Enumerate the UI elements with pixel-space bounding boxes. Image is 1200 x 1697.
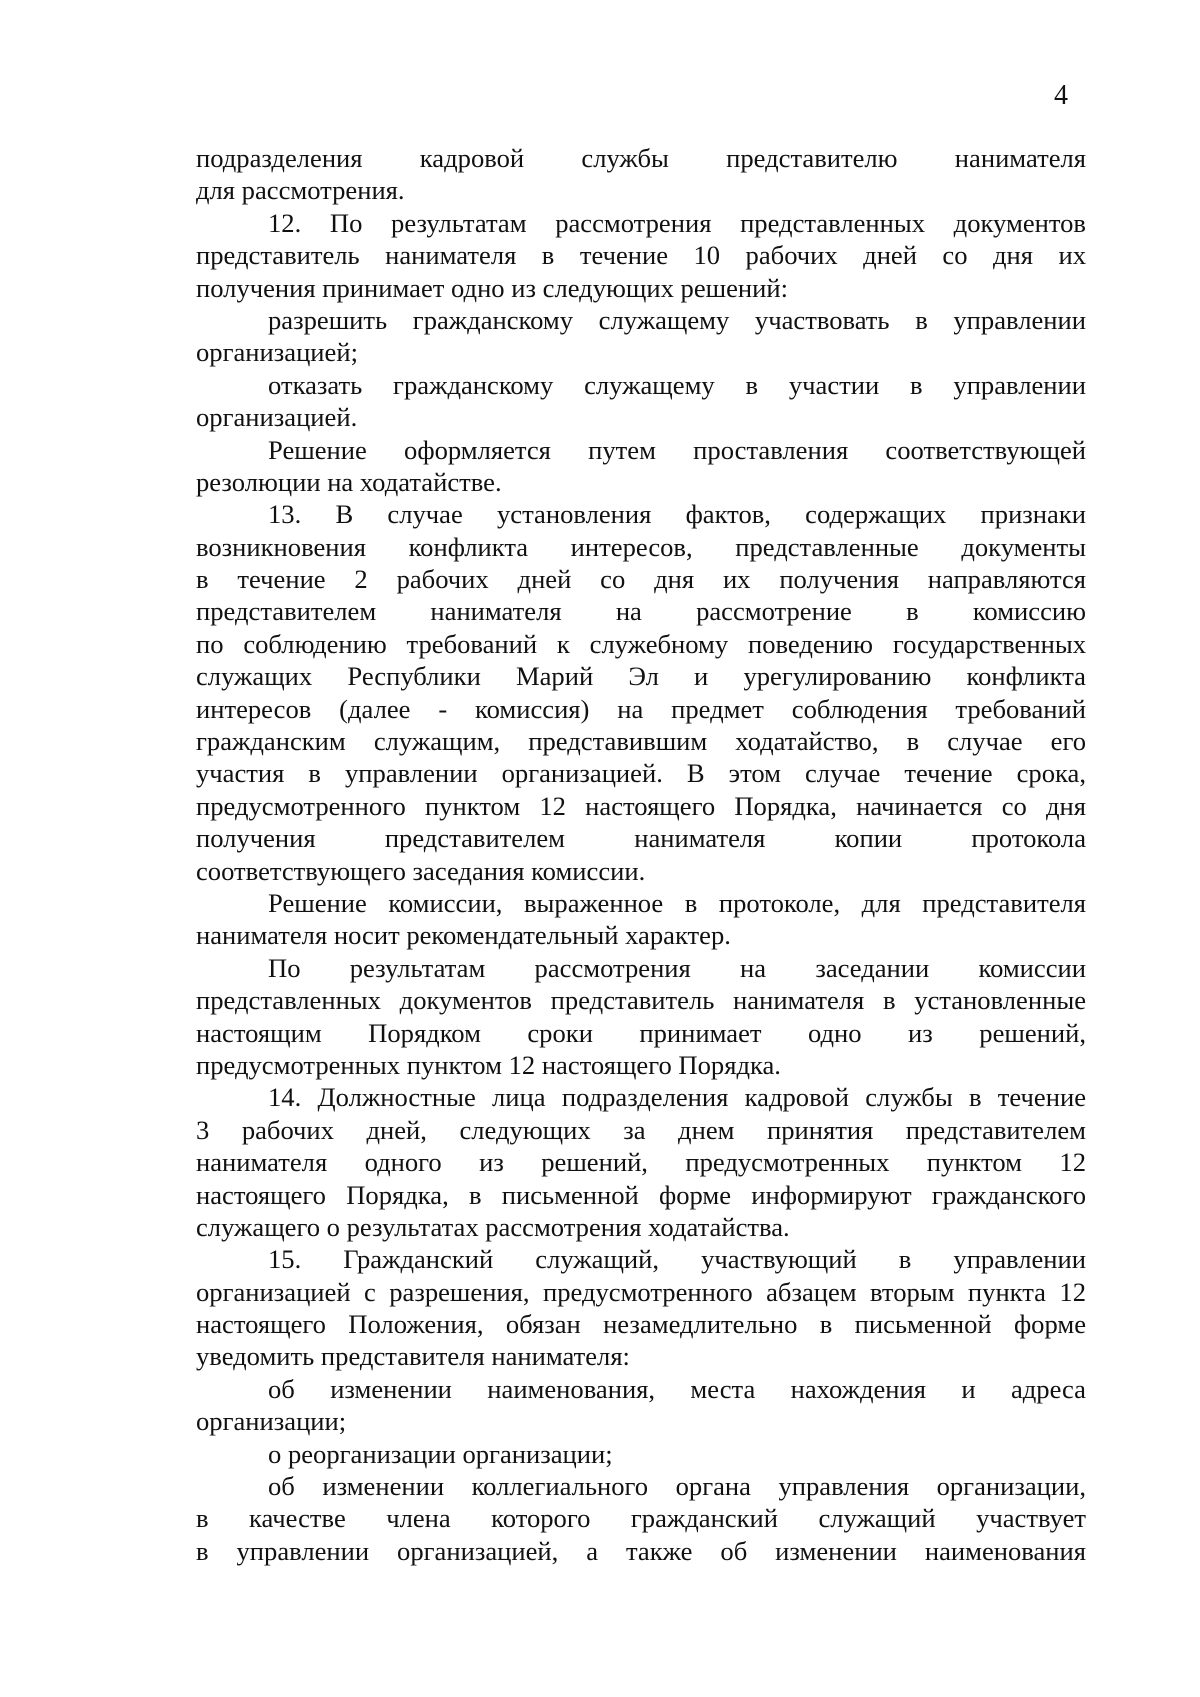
text-line: уведомить представителя нанимателя: <box>196 1341 630 1372</box>
text-line: организацией; <box>196 337 358 368</box>
text-line: служащего о результатах рассмотрения ходатайства. <box>196 1211 790 1242</box>
text-line: Решение оформляется путем проставления соответствующей <box>268 434 1086 465</box>
text-line: 3 рабочих дней, следующих за днем принятия представителем <box>196 1114 1086 1145</box>
text-line: для рассмотрения. <box>196 175 405 206</box>
text-line: в течение 2 рабочих дней со дня их получения направляются <box>196 564 1086 595</box>
text-line: в качестве члена которого гражданский служащий участвует <box>196 1503 1086 1534</box>
text-line: разрешить гражданскому служащему участвовать в управлении <box>268 304 1086 335</box>
text-line: представитель нанимателя в течение 10 рабочих дней со дня их <box>196 240 1086 271</box>
text-line: в управлении организацией, а также об изменении наименования <box>196 1535 1086 1566</box>
text-line: возникновения конфликта интересов, представленные документы <box>196 531 1086 562</box>
text-line: организацией. <box>196 402 358 433</box>
text-line: по соблюдению требований к служебному поведению государственных <box>196 628 1086 659</box>
text-line: нанимателя носит рекомендательный характер. <box>196 920 731 951</box>
text-line: о реорганизации организации; <box>268 1438 613 1469</box>
text-line: гражданским служащим, представившим ходатайство, в случае его <box>196 726 1086 757</box>
text-line: По результатам рассмотрения на заседании комиссии <box>268 952 1086 983</box>
text-line: об изменении наименования, места нахождения и адреса <box>268 1373 1086 1404</box>
text-line: отказать гражданскому служащему в участии в управлении <box>268 369 1086 400</box>
text-line: предусмотренных пунктом 12 настоящего Порядка. <box>196 1049 781 1080</box>
text-line: настоящего Положения, обязан незамедлительно в письменной форме <box>196 1309 1086 1340</box>
text-line: об изменении коллегиального органа управления организации, <box>268 1471 1086 1502</box>
text-line: настоящего Порядка, в письменной форме информируют гражданского <box>196 1179 1086 1210</box>
text-line: организацией с разрешения, предусмотренного абзацем вторым пункта 12 <box>196 1276 1086 1307</box>
text-line: служащих Республики Марий Эл и урегулированию конфликта <box>196 661 1086 692</box>
text-line: подразделения кадровой службы представителю нанимателя <box>196 143 1086 173</box>
text-line: резолюции на ходатайстве. <box>196 466 502 497</box>
text-line: представителем нанимателя на рассмотрение в комиссию <box>196 596 1086 627</box>
text-line: 13. В случае установления фактов, содержащих признаки <box>268 499 1086 530</box>
text-line: интересов (далее - комиссия) на предмет соблюдения требований <box>196 693 1086 724</box>
text-line: представленных документов представитель нанимателя в установленные <box>196 985 1086 1016</box>
text-line: участия в управлении организацией. В этом случае течение срока, <box>196 758 1086 789</box>
document-body <box>196 142 1086 1567</box>
text-line: Решение комиссии, выраженное в протоколе, для представителя <box>268 887 1086 918</box>
text-line: получения принимает одно из следующих решений: <box>196 272 788 303</box>
text-line: организации; <box>196 1406 347 1437</box>
text-line: настоящим Порядком сроки принимает одно из решений, <box>196 1017 1086 1048</box>
text-line: 15. Гражданский служащий, участвующий в управлении <box>268 1244 1086 1275</box>
text-line: нанимателя одного из решений, предусмотренных пунктом 12 <box>196 1147 1086 1178</box>
text-line: получения представителем нанимателя копии протокола <box>196 823 1086 854</box>
text-line: предусмотренного пунктом 12 настоящего Порядка, начинается со дня <box>196 790 1086 821</box>
text-line: 12. По результатам рассмотрения представленных документов <box>268 207 1086 238</box>
text-line: соответствующего заседания комиссии. <box>196 855 646 886</box>
page-number: 4 <box>1054 80 1068 111</box>
text-line: 14. Должностные лица подразделения кадровой службы в течение <box>268 1082 1086 1113</box>
